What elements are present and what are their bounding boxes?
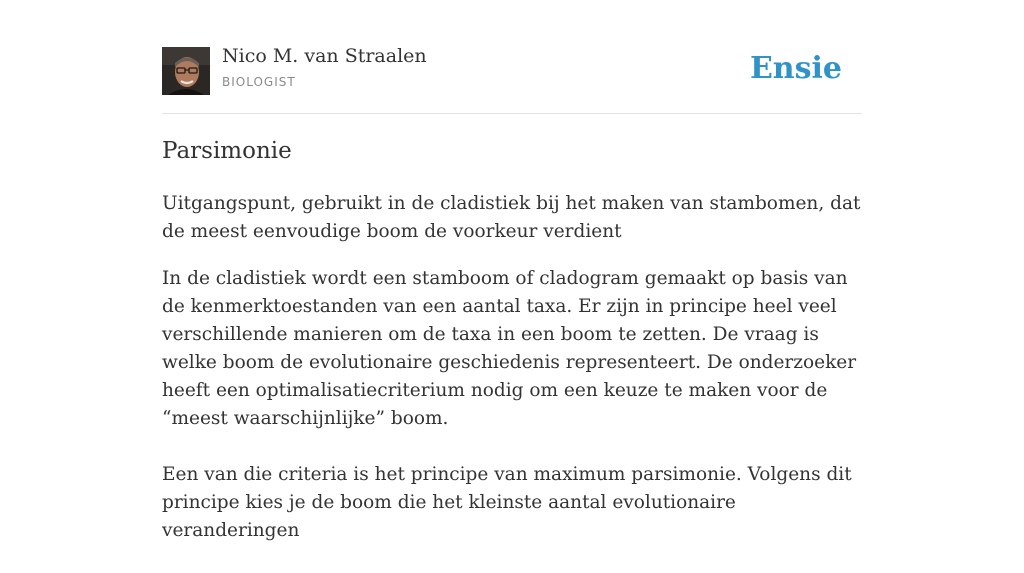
avatar[interactable] [162, 47, 210, 95]
content-column [162, 0, 862, 541]
article-paragraph: In de cladistiek wordt een stamboom of cladogram gemaakt op basis van de kenmerktoestanden van een aantal taxa. Er zijn in principe heel veel verschillende manieren om de taxa in een boom te zetten. De vraag is welke boom de evolutionaire geschiedenis representeert. De onderzoeker heeft een optimalisatiecriterium nodig om een keuze te maken voor de “meest waarschijnlijke” boom. [162, 268, 857, 429]
avatar-portrait-icon [162, 47, 210, 95]
author-role: BIOLOGIST [222, 75, 296, 89]
article-summary: Uitgangspunt, gebruikt in de cladistiek bij het maken van stambomen, dat de meest eenvoudige boom de voorkeur verdient [162, 193, 861, 242]
article-paragraph: Een van die criteria is het principe van maximum parsimonie. Volgens dit principe kies je de boom die het kleinste aantal evolutionaire veranderingen [162, 464, 852, 541]
article-title: Parsimonie [162, 138, 292, 164]
author-header [162, 0, 862, 114]
brand-logo[interactable]: Ensie [749, 51, 842, 86]
article-body [162, 265, 862, 573]
author-name[interactable]: Nico M. van Straalen [222, 45, 427, 67]
